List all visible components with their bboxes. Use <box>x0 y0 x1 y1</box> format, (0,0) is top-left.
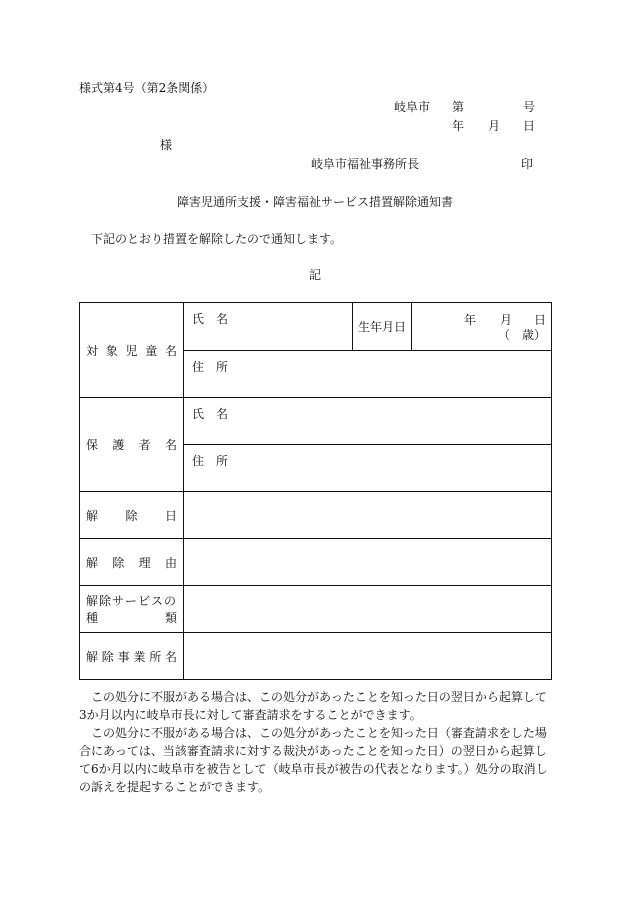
child-label-char: 童 <box>145 343 158 358</box>
child-label-char: 名 <box>164 343 177 358</box>
doc-number-dai: 第 <box>452 100 465 114</box>
child-name-label: 氏 名 <box>192 312 229 326</box>
provider-label-char: 業 <box>133 649 146 664</box>
release-reason-label-char: 理 <box>138 555 151 570</box>
guardian-label <box>80 436 183 453</box>
release-reason-label-cell <box>80 539 184 586</box>
service-type-label-cell <box>80 586 184 633</box>
date-month: 月 <box>488 119 501 133</box>
release-date-value-cell <box>184 492 552 539</box>
release-date-label-char: 解 <box>86 508 99 523</box>
service-type-label-1: 解除サービスの <box>86 594 178 608</box>
child-label-char: 児 <box>125 343 138 358</box>
release-reason-label-char: 由 <box>164 555 177 570</box>
release-date-label-cell <box>80 492 184 539</box>
age-close: 歳） <box>522 328 547 342</box>
birth-day: 日 <box>534 313 547 327</box>
form-table <box>79 302 552 680</box>
issuer: 岐阜市福祉事務所長 <box>311 157 420 171</box>
guardian-address-cell <box>184 445 552 492</box>
release-date-label <box>80 507 183 524</box>
guardian-name-cell <box>184 398 552 445</box>
date-day: 日 <box>523 119 536 133</box>
ki-heading: 記 <box>308 268 321 282</box>
release-reason-value-cell <box>184 539 552 586</box>
birthdate-value-cell <box>412 303 552 351</box>
guardian-label-char: 名 <box>164 438 177 452</box>
birth-year: 年 <box>464 313 477 327</box>
date-year: 年 <box>452 119 465 133</box>
seal-mark: 印 <box>521 157 534 171</box>
service-type-label-2-char: 類 <box>164 611 177 625</box>
child-label-char: 象 <box>105 343 118 358</box>
child-address-cell <box>184 351 552 398</box>
guardian-name-label: 氏 名 <box>192 407 229 421</box>
birthdate-label-cell <box>353 303 412 351</box>
note-review-request: この処分に不服がある場合は、この処分があったことを知った日の翌日から起算して3か月以内に岐阜市長に対して審査請求をすることができます。 <box>79 690 547 722</box>
child-label-cell <box>80 303 184 398</box>
guardian-label-char: 護 <box>112 438 125 452</box>
release-reason-label-char: 除 <box>112 555 125 570</box>
child-name-cell <box>184 303 353 351</box>
provider-label-char: 所 <box>149 649 162 664</box>
guardian-address-label: 住 所 <box>192 454 229 468</box>
release-reason-label-char: 解 <box>86 555 99 570</box>
service-type-value-cell <box>184 586 552 633</box>
intro-text: 下記のとおり措置を解除したので通知します。 <box>91 232 343 246</box>
birthdate-label: 生年月日 <box>357 320 406 334</box>
provider-value-cell <box>184 633 552 680</box>
release-date-label-char: 除 <box>125 508 138 523</box>
provider-label-cell <box>80 633 184 680</box>
provider-label <box>80 648 183 665</box>
birth-month: 月 <box>500 313 513 327</box>
guardian-label-cell <box>80 398 184 492</box>
doc-number-go: 号 <box>523 100 536 114</box>
release-date-label-char: 日 <box>164 508 177 523</box>
document-title: 障害児通所支援・障害福祉サービス措置解除通知書 <box>176 195 453 209</box>
guardian-label-char: 者 <box>138 438 151 452</box>
guardian-label-char: 保 <box>86 438 99 452</box>
child-label <box>80 342 183 359</box>
note-lawsuit: この処分に不服がある場合は、この処分があったことを知った日（審査請求をした場合にあっては、当該審査請求に対する裁決があったことを知った日）の翌日から起算して6か月以内に岐阜市を被告として（岐阜市長が被告の代表となります。）処分の取消しの訴えを提起することができます。 <box>79 726 548 794</box>
doc-number-city: 岐阜市 <box>394 100 431 114</box>
service-type-label-2 <box>80 609 183 626</box>
recipient-sama: 様 <box>160 138 173 152</box>
provider-label-char: 事 <box>117 649 130 664</box>
child-address-label: 住 所 <box>192 360 229 374</box>
provider-label-char: 解 <box>86 649 99 664</box>
provider-label-char: 名 <box>164 649 177 664</box>
child-label-char: 対 <box>86 343 99 358</box>
service-type-label-2-char: 種 <box>86 611 99 625</box>
form-number: 様式第4号（第2条関係） <box>79 81 215 95</box>
provider-label-char: 除 <box>101 649 114 664</box>
age-open: （ <box>498 328 511 342</box>
release-reason-label <box>80 554 183 571</box>
